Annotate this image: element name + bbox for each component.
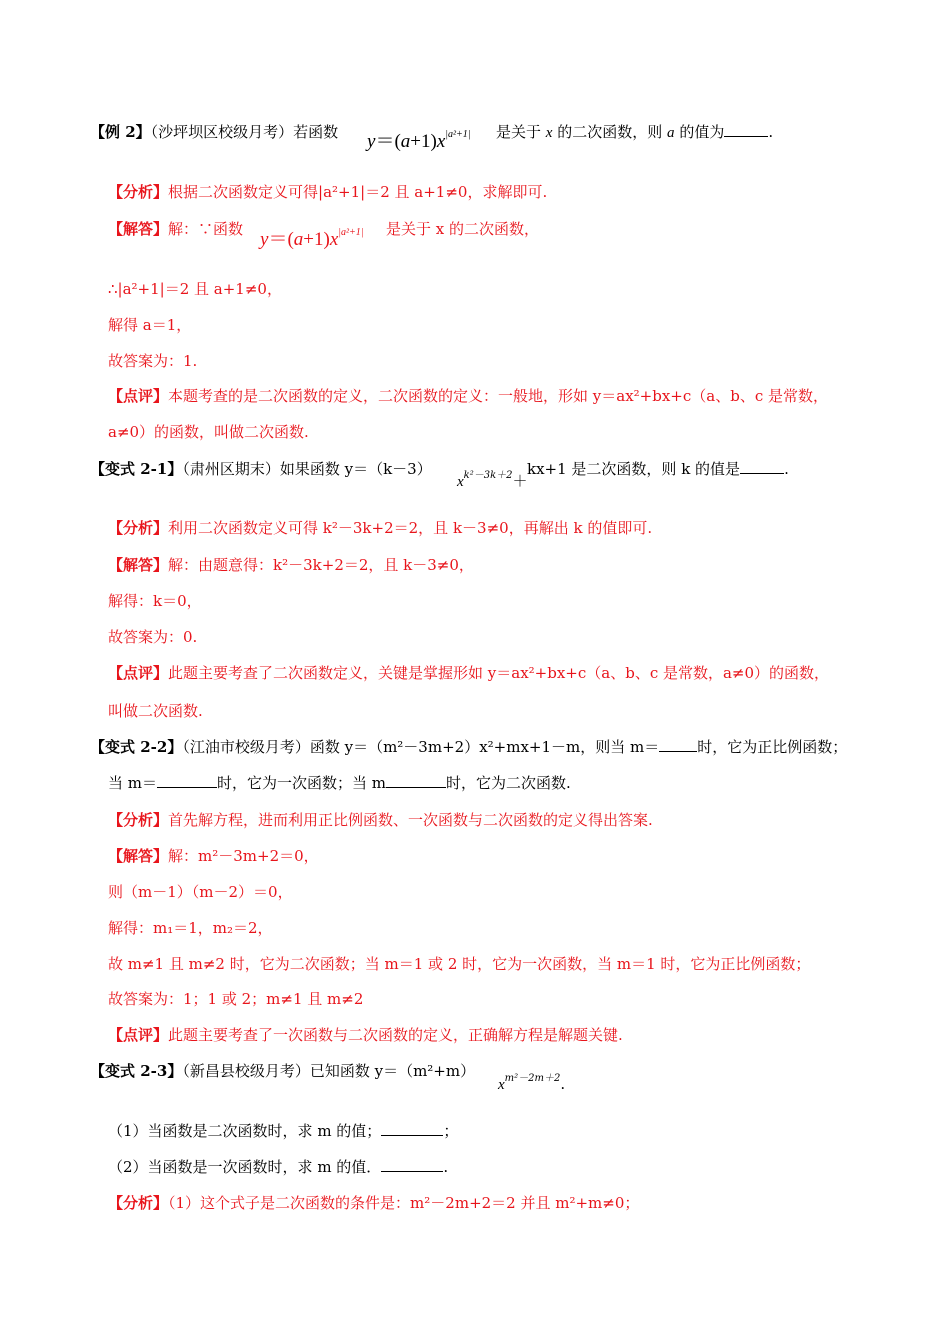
- variant-2-2-step-4: 故答案为：1；1 或 2；m≠1 且 m≠2: [108, 990, 364, 1008]
- variant-2-3-question: 【变式 2-3】（新昌县校级月考）已知函数 y＝（m²+m）: [90, 1062, 476, 1080]
- variant-2-2-step-1: 则（m－1）（m－2）＝0，: [108, 883, 293, 901]
- example-2-answer-formula: $y=(a+1)x^{|a^2+1|}$: [260, 227, 364, 250]
- example-2-question-tail: 是关于 x 的二次函数，则 a 的值为 .: [496, 123, 774, 141]
- variant-2-2-analysis: 【分析】首先解方程，进而利用正比例函数、一次函数与二次函数的定义得出答案.: [108, 811, 653, 829]
- variant-2-2-question-2: 当 m＝ 时，它为一次函数；当 m 时，它为二次函数.: [108, 774, 571, 792]
- variant-2-3-part-2: （2）当函数是一次函数时，求 m 的值． .: [108, 1158, 449, 1176]
- example-2-step-2: 解得 a＝1，: [108, 316, 192, 334]
- example-2-analysis: 【分析】根据二次函数定义可得|a²+1|＝2 且 a+1≠0，求解即可.: [108, 183, 548, 201]
- variant-2-1-analysis: 【分析】利用二次函数定义可得 k²－3k+2＝2，且 k－3≠0，再解出 k 的值即可.: [108, 519, 653, 537]
- variant-2-1-comment: 【点评】此题主要考查了二次函数定义，关键是掌握形如 y＝ax²+bx+c（a、b、c 是常数，a≠0）的函数，: [108, 664, 830, 682]
- variant-2-1-step-2: 故答案为：0.: [108, 628, 198, 646]
- variant-2-2-comment: 【点评】此题主要考查了一次函数与二次函数的定义，正确解方程是解题关键.: [108, 1026, 623, 1044]
- variant-2-2-question: 【变式 2-2】（江油市校级月考）函数 y＝（m²－3m+2）x²+mx+1－m，则当 m＝ 时，它为正比例函数；: [90, 738, 848, 756]
- example-2-comment: 【点评】本题考查的是二次函数的定义，二次函数的定义：一般地，形如 y＝ax²+bx+c（a、b、c 是常数，: [108, 387, 828, 405]
- example-2-step-1: ∴|a²+1|＝2 且 a+1≠0，: [108, 280, 282, 298]
- variant-2-2-step-3: 故 m≠1 且 m≠2 时，它为二次函数；当 m＝1 或 2 时，它为一次函数，当 m＝1 时，它为正比例函数；: [108, 955, 811, 973]
- variant-2-2-step-2: 解得：m₁＝1，m₂＝2，: [108, 919, 273, 937]
- variant-2-3-power: $x^{m^2-2m+2}$.: [498, 1073, 566, 1093]
- example-2-step-3: 故答案为：1.: [108, 352, 198, 370]
- example-2-question: 【例 2】（沙坪坝区校级月考）若函数: [90, 123, 339, 141]
- example-2-formula: $y=(a+1)x^{|a^2+1|}$: [367, 129, 471, 152]
- variant-2-1-step-1: 解得：k＝0，: [108, 592, 202, 610]
- variant-2-1-comment-2: 叫做二次函数.: [108, 702, 203, 720]
- variant-2-1-question: 【变式 2-1】（肃州区期末）如果函数 y＝（k－3）: [90, 460, 432, 478]
- example-2-comment-2: a≠0）的函数，叫做二次函数.: [108, 423, 309, 441]
- variant-2-1-answer: 【解答】解：由题意得：k²－3k+2＝2，且 k－3≠0，: [108, 556, 474, 574]
- variant-2-3-part-1: （1）当函数是二次函数时，求 m 的值； ；: [108, 1122, 459, 1140]
- variant-2-3-analysis: 【分析】（1）这个式子是二次函数的条件是：m²－2m+2＝2 并且 m²+m≠0；: [108, 1194, 640, 1212]
- example-2-answer: 【解答】解：∵函数: [108, 220, 244, 238]
- example-2-answer-tail: 是关于 x 的二次函数，: [386, 220, 539, 238]
- variant-2-1-question-tail: kx+1 是二次函数，则 k 的值是 .: [527, 460, 789, 478]
- variant-2-1-power: $x^{k^2-3k+2}+$: [457, 470, 528, 490]
- variant-2-2-answer: 【解答】解：m²－3m+2＝0，: [108, 847, 319, 865]
